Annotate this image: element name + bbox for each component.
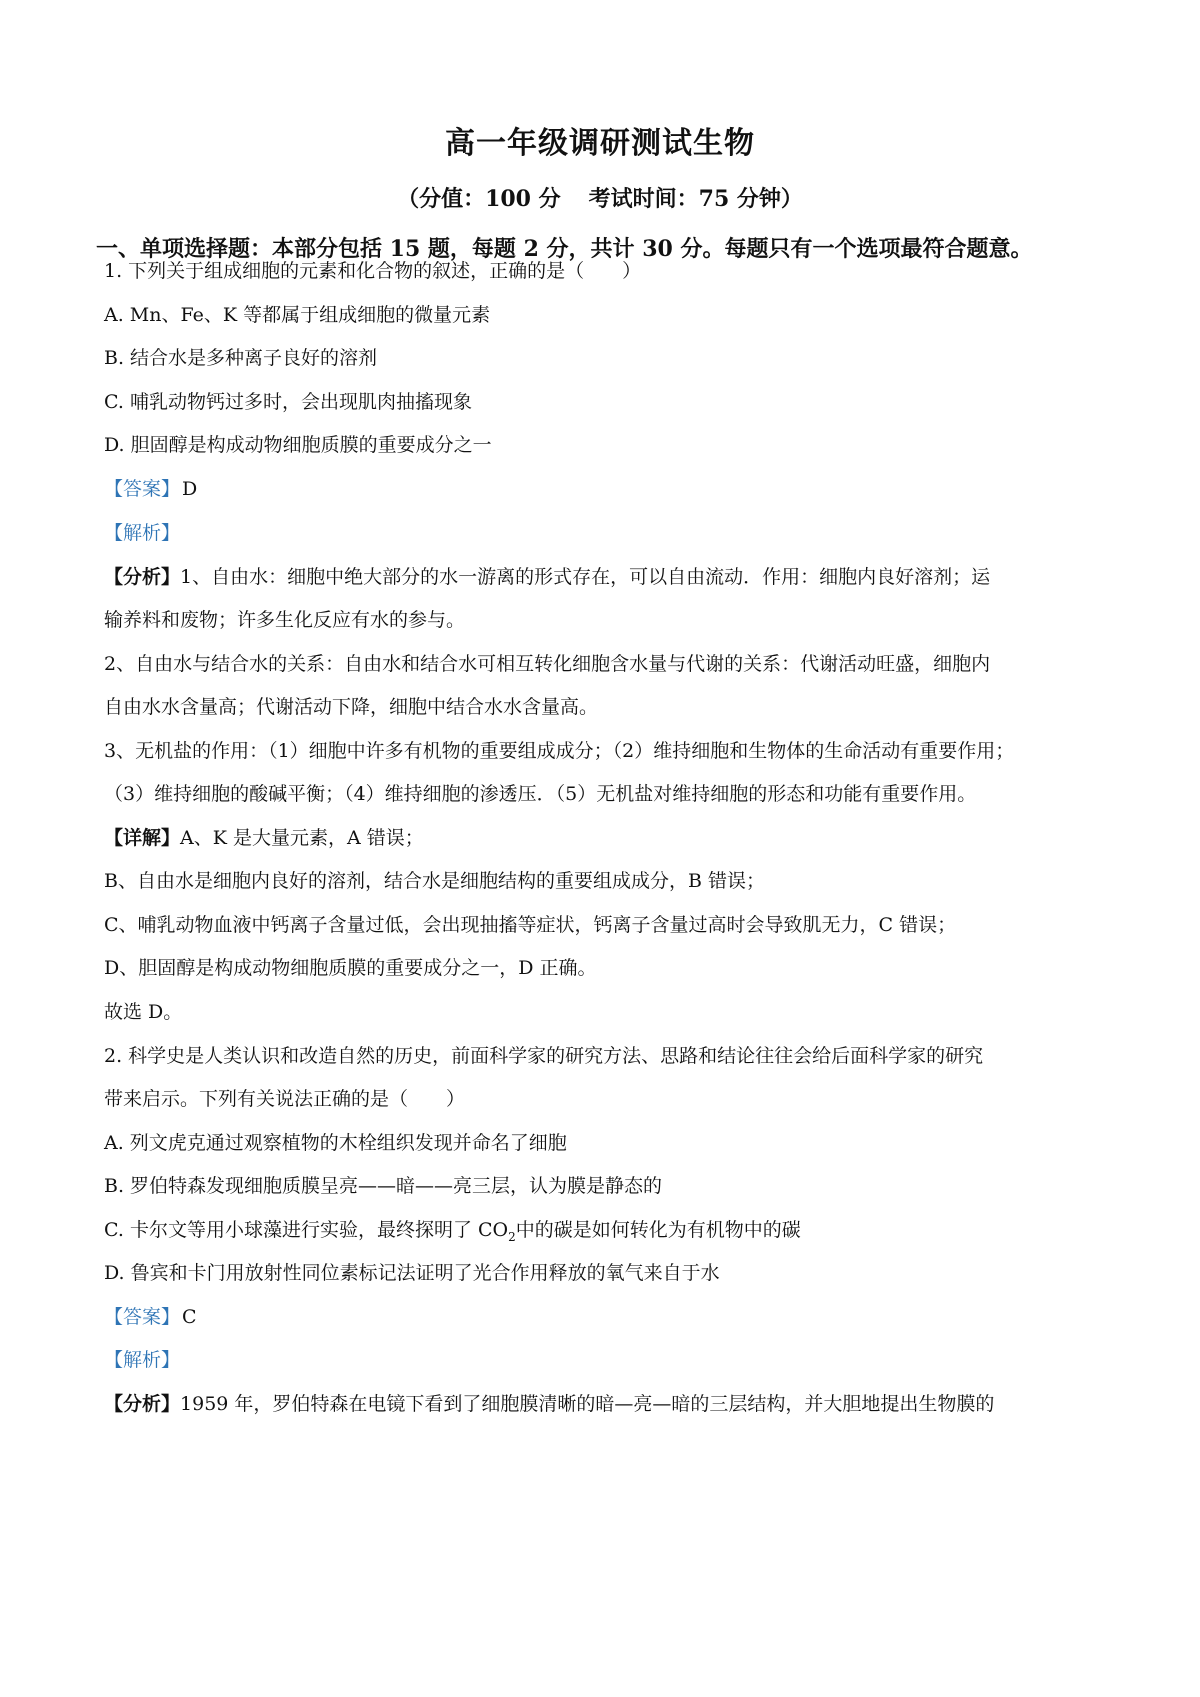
q1-fenxi-line (104, 564, 1104, 590)
q2-analysis-row (104, 1347, 1104, 1373)
q1-conclusion: 故选 D。 (104, 1001, 183, 1023)
q1-fenxi-text: 1、自由水：细胞中绝大部分的水一游离的形式存在，可以自由流动．作用：细胞内良好溶剂；运 (180, 566, 991, 588)
answer-tag: 【答案】 (104, 1306, 181, 1328)
q1-detail-text: A、K 是大量元素，A 错误； (180, 827, 424, 849)
q1-option-a: A. Mn、Fe、K 等都属于组成细胞的微量元素 (104, 304, 491, 326)
q2-fenxi-line (104, 1391, 1104, 1417)
q1-fenxi-line: 自由水水含量高；代谢活动下降，细胞中结合水水含量高。 (104, 696, 599, 718)
q1-stem: 1. 下列关于组成细胞的元素和化合物的叙述，正确的是（ ） (104, 260, 642, 282)
page-title: 高一年级调研测试生物 (445, 126, 755, 161)
q1-detail-line: C、哺乳动物血液中钙离子含量过低，会出现抽搐等症状，钙离子含量过高时会导致肌无力，C 错误； (104, 914, 957, 936)
q2-stem: 2. 科学史是人类认识和改造自然的历史，前面科学家的研究方法、思路和结论往往会给后面科学家的研究 (104, 1045, 984, 1067)
q2-answer: C (182, 1306, 197, 1328)
q2-fenxi-text: 1959 年，罗伯特森在电镜下看到了细胞膜清晰的暗—亮—暗的三层结构，并大胆地提出生物膜的 (180, 1393, 995, 1415)
q1-option-d: D. 胆固醇是构成动物细胞质膜的重要成分之一 (104, 434, 492, 456)
page-subtitle (0, 182, 1200, 213)
section-heading: 一、单项选择题：本部分包括 15 题，每题 2 分，共计 30 分。每题只有一个选项最符合题意。 (96, 236, 1033, 262)
q1-option-b: B. 结合水是多种离子良好的溶剂 (104, 347, 378, 369)
q1-answer: D (182, 478, 198, 500)
q1-analysis-row (104, 520, 1104, 546)
q1-option-c: C. 哺乳动物钙过多时，会出现肌肉抽搐现象 (104, 391, 472, 413)
q2-option-c-text: C. 卡尔文等用小球藻进行实验，最终探明了 CO (104, 1219, 509, 1241)
fenxi-tag: 【分析】 (104, 1393, 181, 1415)
fenxi-tag: 【分析】 (104, 566, 181, 588)
q1-answer-row (104, 476, 1104, 502)
q1-fenxi-line: 2、自由水与结合水的关系：自由水和结合水可相互转化细胞含水量与代谢的关系：代谢活动旺盛，细胞内 (104, 653, 991, 675)
q2-option-c (104, 1217, 1104, 1250)
q1-detail-line: B、自由水是细胞内良好的溶剂，结合水是细胞结构的重要组成成分，B 错误； (104, 870, 765, 892)
q1-detail-line: D、胆固醇是构成动物细胞质膜的重要成分之一，D 正确。 (104, 957, 597, 979)
detail-tag: 【详解】 (104, 827, 181, 849)
q1-detail-line (104, 825, 1104, 851)
q2-stem: 带来启示。下列有关说法正确的是（ ） (104, 1088, 466, 1110)
score-info: （分值：100 分 (397, 186, 561, 212)
analysis-tag: 【解析】 (104, 522, 181, 544)
answer-tag: 【答案】 (104, 478, 181, 500)
co2-subscript: 2 (508, 1229, 516, 1244)
q1-fenxi-line: 3、无机盐的作用：（1）细胞中许多有机物的重要组成成分；（2）维持细胞和生物体的生命活动有重要作用； (104, 740, 1015, 762)
q2-option-b: B. 罗伯特森发现细胞质膜呈亮——暗——亮三层，认为膜是静态的 (104, 1175, 663, 1197)
q2-option-a: A. 列文虎克通过观察植物的木栓组织发现并命名了细胞 (104, 1132, 567, 1154)
q1-fenxi-line: （3）维持细胞的酸碱平衡；（4）维持细胞的渗透压．（5）无机盐对维持细胞的形态和功能有重要作用。 (104, 783, 977, 805)
q2-option-d: D. 鲁宾和卡门用放射性同位素标记法证明了光合作用释放的氧气来自于水 (104, 1262, 720, 1284)
time-info: 考试时间：75 分钟） (588, 186, 803, 212)
q1-fenxi-line: 输养料和废物；许多生化反应有水的参与。 (104, 609, 466, 631)
q2-answer-row (104, 1304, 1104, 1330)
q2-option-c-rest: 中的碳是如何转化为有机物中的碳 (515, 1219, 801, 1241)
analysis-tag: 【解析】 (104, 1349, 181, 1371)
